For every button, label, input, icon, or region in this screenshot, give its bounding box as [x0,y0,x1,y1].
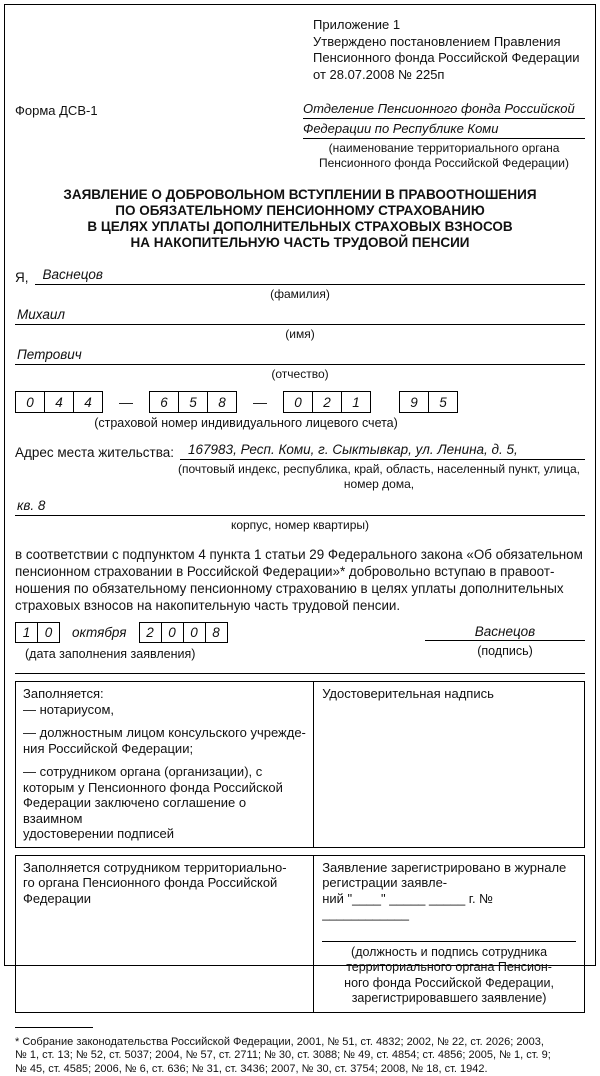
surname-prefix: Я, [15,270,35,285]
surname-field: Васнецов [35,267,586,285]
snils-digit: 0 [283,391,313,413]
approval-line: от 28.07.2008 № 225п [313,67,585,84]
snils-digit: 5 [428,391,458,413]
section-divider [15,673,585,674]
footnote-divider [15,1027,93,1028]
date-caption: (дата заполнения заявления) [25,647,228,661]
date-day-digit: 0 [37,622,60,643]
address-row-2 [15,498,585,516]
firstname-row [15,307,585,325]
patronymic-row [15,347,585,365]
address-row [15,442,585,460]
snils-digit: 1 [341,391,371,413]
territorial-office-field [303,101,585,171]
snils-digit: 0 [15,391,45,413]
address-field: 167983, Респ. Коми, г. Сыктывкар, ул. Ленина, д. 5, [180,442,585,460]
signature-caption: (подпись) [425,644,585,658]
snils-group-4 [399,391,458,413]
statement-paragraph: в соответствии с подпунктом 4 пункта 1 статьи 29 Федерального закона «Об обязательном пенсионном страховании в Российской Федерации»* добровольно вступаю в правоот- ношения по обязательному пенсионному страхованию в целях уплаты дополнительных страховых взносов на накопительную часть трудовой пенсии. [15,546,585,614]
address-caption-2: корпус, номер квартиры) [15,518,585,532]
registration-caption: (должность и подпись сотрудника территориального органа Пенсион- ного фонда Российской Федерации, зарегистрировавшего заявление) [322,945,576,1007]
approval-line: Приложение 1 [313,17,585,34]
date-year-group [139,622,228,643]
certification-left-cell [16,682,314,847]
certification-paragraph: — сотрудником органа (организации), с которым у Пенсионного фонда Российской Федерации заключено соглашение о взаимном удостоверении подписей [23,764,306,842]
snils-digit: 9 [399,391,429,413]
certification-right-cell [314,682,584,847]
form-office-row [15,101,585,171]
date-day-digit: 1 [15,622,38,643]
surname-row [15,267,585,285]
office-value-line: Отделение Пенсионного фонда Российской [303,101,585,119]
date-year-digit: 8 [205,622,228,643]
snils-group-3 [283,391,371,413]
footnote-text: * Собрание законодательства Российской Федерации, 2001, № 51, ст. 4832; 2002, № 22, ст. 2026; 2003, № 1, ст. 13; № 52, ст. 5037; 2004, № 57, ст. 2711; № 30, ст. 3088; № 49, ст. 4854; ст. 4856; 2005, № 1, ст. 9; № 45, ст. 4585; 2006, № 6, ст. 636; № 31, ст. 3436; 2007, № 30, ст. 3754; 2008, № 18, ст. 1942. [15,1036,585,1076]
signature-field [425,624,585,661]
date-year-digit: 0 [183,622,206,643]
address-caption: (почтовый индекс, республика, край, область, населенный пункт, улица, номер дома, [173,462,585,492]
approval-block [313,17,585,83]
snils-digit: 8 [207,391,237,413]
approval-line: Пенсионного фонда Российской Федерации [313,50,585,67]
office-caption: (наименование территориального органа Пенсионного фонда Российской Федерации) [303,141,585,171]
certification-inscription-label: Удостоверительная надпись [322,686,576,702]
form-code-label: Форма ДСВ-1 [15,103,98,171]
surname-caption: (фамилия) [15,287,585,301]
firstname-field: Михаил [15,307,585,325]
form-page [4,4,596,966]
snils-digit: 2 [312,391,342,413]
patronymic-caption: (отчество) [15,367,585,381]
certification-table [15,681,585,848]
office-value-line: Федерации по Республике Коми [303,121,585,139]
registration-left-cell: Заполняется сотрудником территориально- го органа Пенсионного фонда Российской Федерации [16,856,314,1012]
date-day-group [15,622,60,643]
date-year-digit: 2 [139,622,162,643]
registration-right-cell: Заявление зарегистрировано в журнале регистрации заявле- ний "____" _____ _____ г. № ____________ (должность и подпись сотрудника территориального органа Пенсион- ного фонда Российской Федерации, зарегистрировавшего заявление) [314,856,584,1012]
page-title: ЗАЯВЛЕНИЕ О ДОБРОВОЛЬНОМ ВСТУПЛЕНИИ В ПРАВООТНОШЕНИЯ ПО ОБЯЗАТЕЛЬНОМУ ПЕНСИОННОМУ СТРАХОВАНИЮ В ЦЕЛЯХ УПЛАТЫ ДОПОЛНИТЕЛЬНЫХ СТРАХОВЫХ ВЗНОСОВ НА НАКОПИТЕЛЬНУЮ ЧАСТЬ ТРУДОВОЙ ПЕНСИИ [15,187,585,251]
date-year-digit: 0 [161,622,184,643]
snils-dash: — [103,394,149,410]
snils-digit: 6 [149,391,179,413]
patronymic-field: Петрович [15,347,585,365]
snils-caption: (страховой номер индивидуального лицевого счета) [15,416,477,430]
snils-group-2 [149,391,237,413]
registration-signature-line [322,930,576,942]
snils-digit: 5 [178,391,208,413]
address-label: Адрес места жительства: [15,445,180,460]
signature-value: Васнецов [425,624,585,641]
approval-line: Утверждено постановлением Правления [313,34,585,51]
certification-paragraph: — должностным лицом консульского учрежде- ния Российской Федерации; [23,725,306,756]
registration-table [15,855,585,1013]
snils-digit: 4 [73,391,103,413]
snils-row [15,391,585,413]
snils-group-1 [15,391,103,413]
date-cells [15,622,228,643]
date-month: октября [60,625,139,640]
firstname-caption: (имя) [15,327,585,341]
snils-dash: — [237,394,283,410]
certification-paragraph: Заполняется: — нотариусом, [23,686,306,717]
date-signature-row [15,622,585,661]
date-field [15,622,228,661]
apartment-field: кв. 8 [15,498,585,516]
snils-digit: 4 [44,391,74,413]
